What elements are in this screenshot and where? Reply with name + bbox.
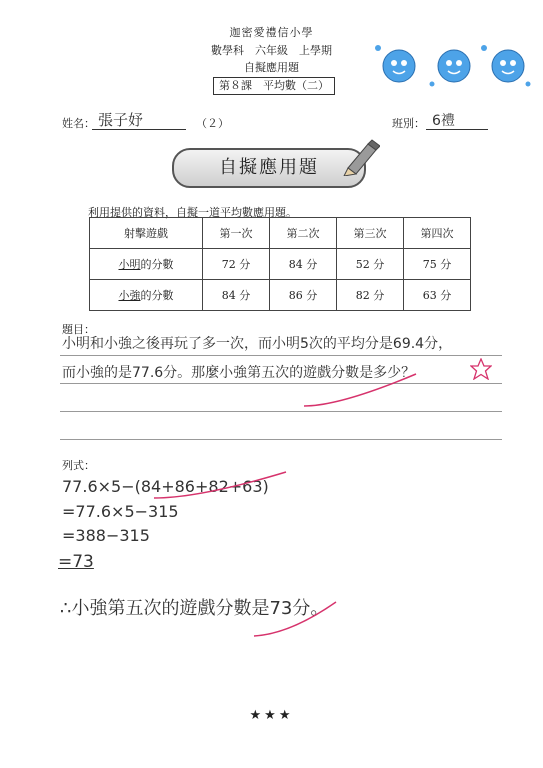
question-line-1: 小明和小強之後再玩了多一次，而小明5次的平均分是69.4分， bbox=[62, 336, 453, 352]
pencil-icon bbox=[340, 138, 380, 176]
row-suffix: 的分數 bbox=[140, 258, 174, 271]
working-result: =73 bbox=[58, 552, 94, 572]
table-header: 第四次 bbox=[404, 218, 471, 249]
tick-mark-icon bbox=[300, 372, 420, 408]
table-header-row bbox=[90, 218, 471, 249]
player-name: 小明 bbox=[118, 258, 141, 271]
tick-mark-icon bbox=[150, 470, 290, 500]
subject-line: 數學科 六年級 上學期 bbox=[211, 44, 332, 57]
row-label bbox=[90, 249, 203, 280]
working-step: 77.6×5−(84+86+82+63) bbox=[62, 477, 269, 496]
mascot-illustration bbox=[372, 40, 532, 92]
star-mark-icon bbox=[470, 358, 492, 380]
question-label: 題目： bbox=[62, 323, 95, 336]
seat-number: （２） bbox=[196, 117, 229, 130]
tick-mark-icon bbox=[250, 598, 340, 638]
row-label bbox=[90, 280, 203, 311]
row-suffix: 的分數 bbox=[140, 289, 174, 302]
table-cell: 63 分 bbox=[404, 280, 471, 311]
table-header: 第三次 bbox=[337, 218, 404, 249]
instruction-text: 利用提供的資料，自擬一道平均數應用題。 bbox=[88, 206, 297, 219]
lesson-box: 第８課 平均數（二） bbox=[213, 77, 335, 95]
score-table bbox=[89, 217, 471, 311]
ruled-line bbox=[60, 383, 502, 384]
name-row bbox=[62, 111, 229, 131]
table-row bbox=[90, 249, 471, 280]
school-name: 迦密愛禮信小學 bbox=[229, 26, 314, 39]
ruled-line bbox=[60, 411, 502, 412]
footer-stars: ★★★ bbox=[249, 708, 294, 723]
banner-title: 自擬應用題 bbox=[172, 148, 366, 188]
class-row bbox=[392, 113, 455, 131]
name-label: 姓名： bbox=[62, 117, 95, 130]
working-step: =388−315 bbox=[62, 526, 150, 545]
working-label: 列式： bbox=[62, 459, 95, 472]
table-cell: 52 分 bbox=[337, 249, 404, 280]
table-cell: 84 分 bbox=[203, 280, 270, 311]
class-value: 6禮 bbox=[432, 113, 455, 129]
table-cell: 72 分 bbox=[203, 249, 270, 280]
table-header: 第二次 bbox=[270, 218, 337, 249]
name-value: 張子妤 bbox=[98, 111, 144, 129]
table-header: 第一次 bbox=[203, 218, 270, 249]
question-line-2: 而小強的是77.6分。那麼小強第五次的遊戲分數是多少？ bbox=[62, 365, 416, 381]
answer-sentence: ∴小強第五次的遊戲分數是73分。 bbox=[60, 598, 329, 619]
table-cell: 75 分 bbox=[404, 249, 471, 280]
working-step: =77.6×5−315 bbox=[62, 502, 179, 521]
ruled-line bbox=[60, 355, 502, 356]
table-cell: 86 分 bbox=[270, 280, 337, 311]
class-label: 班別： bbox=[392, 117, 425, 130]
unit-title: 自擬應用題 bbox=[244, 61, 299, 74]
table-row bbox=[90, 280, 471, 311]
ruled-line bbox=[60, 439, 502, 440]
table-cell: 84 分 bbox=[270, 249, 337, 280]
table-cell: 82 分 bbox=[337, 280, 404, 311]
table-header: 射擊遊戲 bbox=[90, 218, 203, 249]
player-name: 小強 bbox=[118, 289, 141, 302]
